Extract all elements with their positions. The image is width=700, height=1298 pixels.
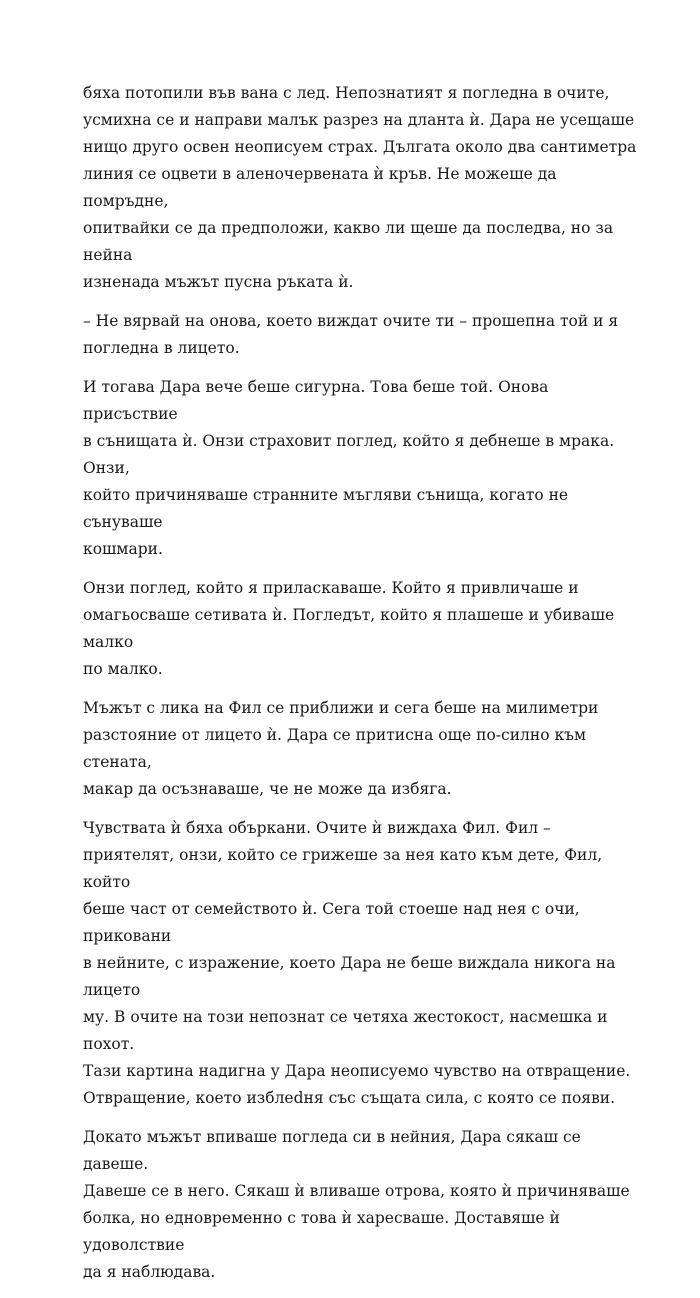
paragraph-4: Онзи поглед, който я приласкаваше. Който я привличаше и омагьосваше сетивата ѝ. Погледът, който я плашеше и убиваше малко по малко.	[83, 579, 615, 678]
book-page	[83, 80, 643, 1298]
paragraph-7: Докато мъжът впиваше погледа си в нейния, Дара сякаш се давеше. Давеше се в него. Сякаш ѝ вливаше отрова, която ѝ причиняваше болка, но едновременно с това ѝ харесваше. Доставяше ѝ удоволствие да я наблюдава.	[83, 1128, 630, 1281]
paragraph-1: бяха потопили във вана с лед. Непознатият я погледна в очите, усмихна се и направи малък разрез на дланта ѝ. Дара не усещаше нищо друго освен неописуем страх. Дългата около два сантиметра линия се оцвети в аленочервената ѝ кръв. Не можеше да помръдне, опитвайки се да предположи, какво ли щеше да последва, но за нейна изненада мъжът пусна ръката ѝ.	[83, 84, 637, 291]
paragraph-5: Мъжът с лика на Фил се приближи и сега беше на милиметри разстояние от лицето ѝ. Дара се притисна още по-силно към стената, макар да осъзнаваше, че не може да избяга.	[83, 699, 599, 798]
paragraph-2: – Не вярвай на онова, което виждат очите ти – прошепна той и я погледна в лицето.	[83, 312, 619, 357]
paragraph-6: Чувствата ѝ бяха объркани. Очите ѝ виждаха Фил. Фил – приятелят, онзи, който се грижеше за нея като към дете, Фил, който беше част от семейството ѝ. Сега той стоеше над нея с очи, приковани в нейните, с изражение, което Дара не беше виждала никога на лицето му. В очите на този непознат се четяха жестокост, насмешка и похот. Тази картина надигна у Дара неописуемо чувство на отвращение. Отвращение, което изблedня със същата сила, с която се появи.	[83, 819, 631, 1107]
paragraph-3: И тогава Дара вече беше сигурна. Това беше той. Онова присъствие в сънищата ѝ. Онзи страховит поглед, който я дебнеше в мрака. Онзи, който причиняваше странните мъгляви сънища, когато не сънуваше кошмари.	[83, 378, 615, 558]
